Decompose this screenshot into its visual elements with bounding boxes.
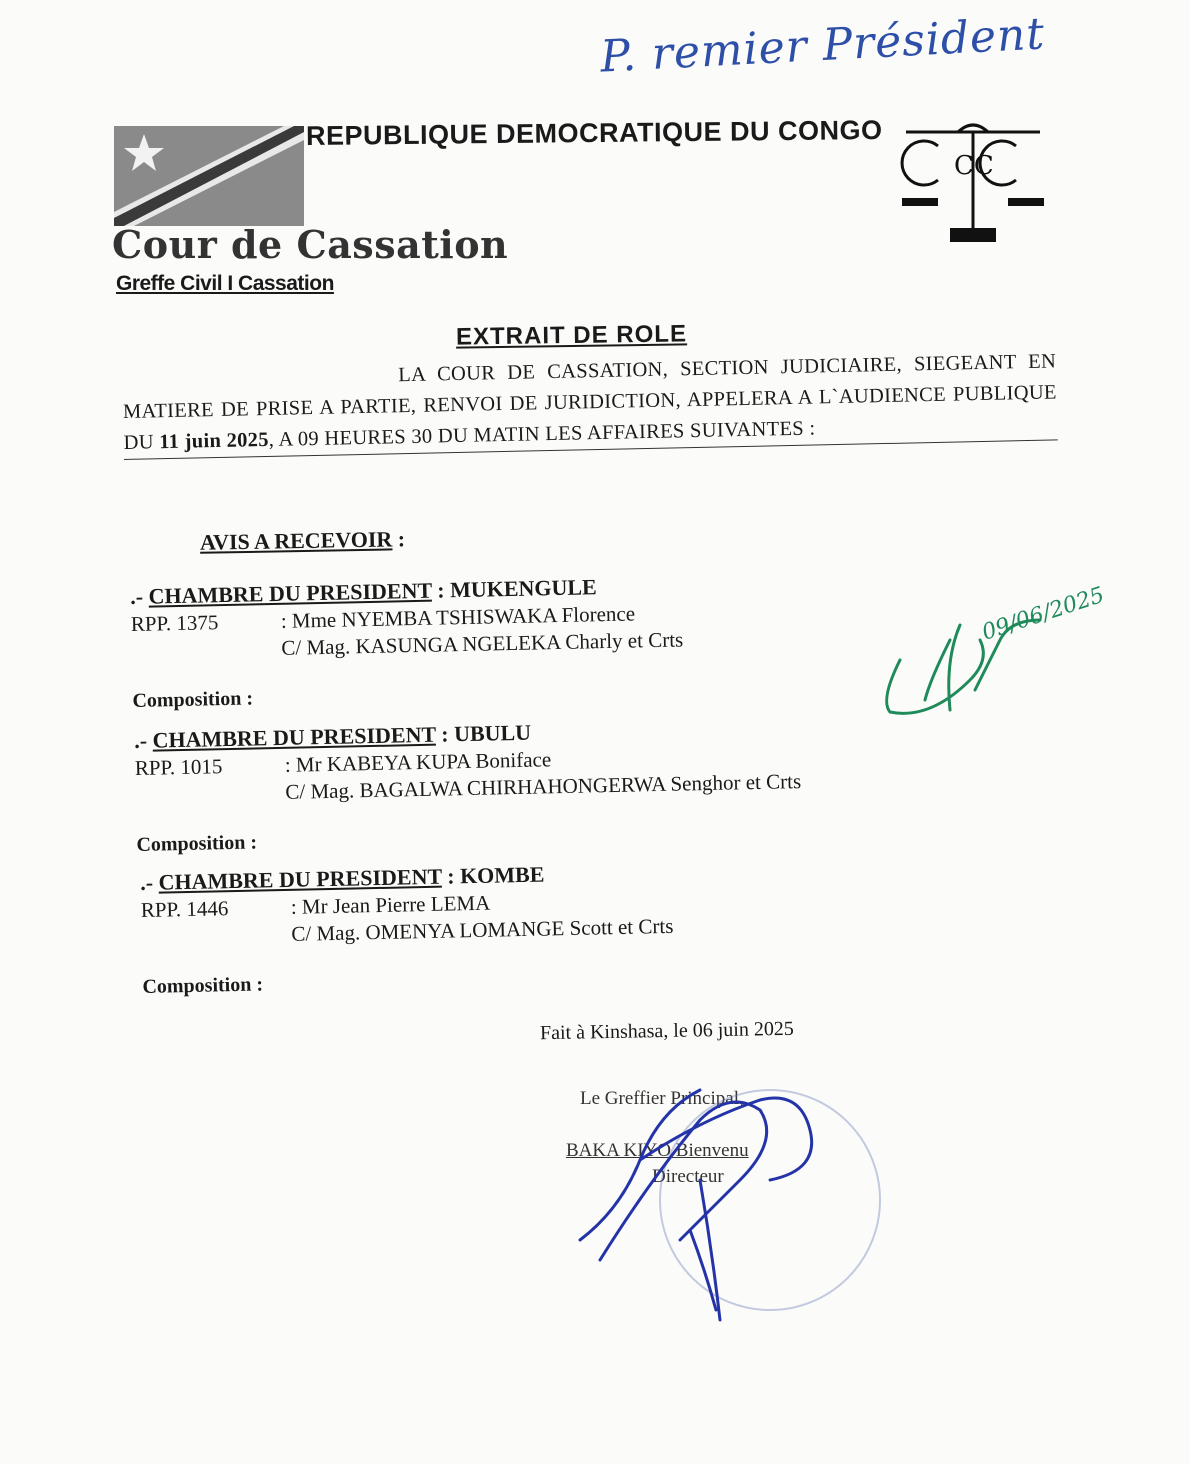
signatory-name: BAKA KIYO Bienvenu: [566, 1140, 749, 1161]
green-date-annotation: 09/06/2025: [979, 582, 1108, 646]
drc-flag-icon: [114, 126, 304, 226]
signatory-role: Directeur: [652, 1166, 724, 1187]
composition-label: Composition :: [136, 831, 258, 856]
hearing-date: 11 juin 2025: [159, 428, 269, 454]
case-entry: [140, 859, 675, 999]
plaintiff: : Mme NYEMBA TSHISWAKA Florence: [280, 601, 636, 633]
court-scales-logo-icon: [898, 118, 1048, 248]
composition-label: Composition :: [142, 973, 264, 998]
chamber-heading: .- CHAMBRE DU PRESIDENT : MUKENGULE: [130, 574, 597, 609]
document-title: EXTRAIT DE ROLE: [455, 320, 688, 351]
defendant: C/ Mag. KASUNGA NGELEKA Charly et Crts: [281, 627, 684, 660]
case-entry: [130, 572, 684, 713]
case-entry: [134, 714, 802, 857]
place-date: Fait à Kinshasa, le 06 juin 2025: [539, 1017, 795, 1045]
republic-heading: REPUBLIQUE DEMOCRATIQUE DU CONGO: [305, 114, 883, 152]
case-number: RPP. 1446: [140, 896, 229, 922]
handwritten-note: P. remier Président: [598, 8, 1047, 83]
chamber-heading: .- CHAMBRE DU PRESIDENT : UBULU: [134, 719, 532, 753]
case-number: RPP. 1375: [130, 610, 219, 636]
registry-name: Greffe Civil I Cassation: [116, 272, 334, 295]
svg-text:CC: CC: [954, 151, 994, 181]
intro-after: , A 09 HEURES 30 DU MATIN LES AFFAIRES SUIVANTES :: [268, 417, 816, 451]
section-heading: AVIS A RECEVOIR :: [199, 526, 406, 555]
plaintiff: : Mr KABEYA KUPA Boniface: [284, 747, 552, 777]
plaintiff: : Mr Jean Pierre LEMA: [290, 890, 491, 919]
court-name: Cour de Cassation: [112, 222, 509, 267]
chamber-heading: .- CHAMBRE DU PRESIDENT : KOMBE: [140, 861, 545, 895]
intro-before: LA COUR DE CASSATION, SECTION JUDICIAIRE, SIEGEANT EN MATIERE DE PRISE A PARTIE, RENVOI DE JURIDICTION, APPELERA A L`AUDIENCE PUBLIQUE DU: [122, 350, 1057, 454]
defendant: C/ Mag. BAGALWA CHIRHAHONGERWA Senghor et Crts: [285, 769, 802, 804]
intro-paragraph: [122, 346, 1058, 460]
defendant: C/ Mag. OMENYA LOMANGE Scott et Crts: [291, 913, 674, 946]
signatory-title: Le Greffier Principal,: [580, 1088, 744, 1109]
case-number: RPP. 1015: [134, 754, 223, 780]
official-stamp-icon: [660, 1090, 880, 1310]
composition-label: Composition :: [132, 687, 254, 712]
blue-signature: [580, 1090, 812, 1320]
green-initials-signature: [887, 620, 1040, 713]
